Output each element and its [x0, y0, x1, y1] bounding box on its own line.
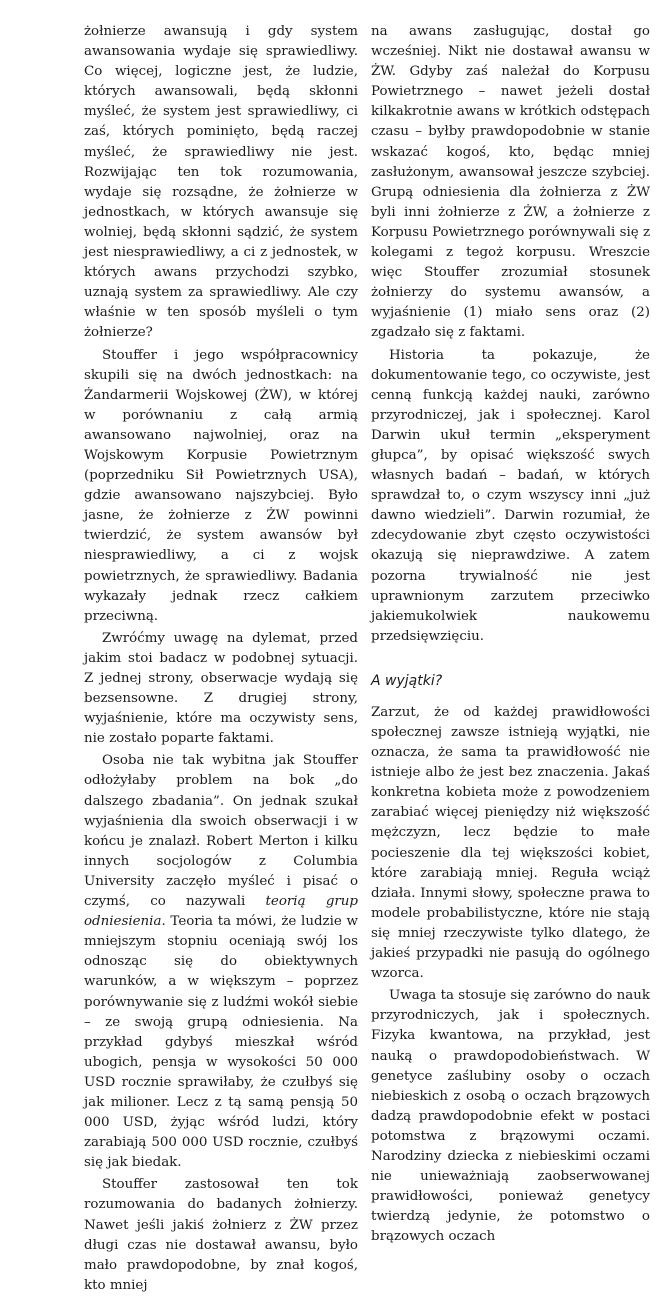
paragraph: Historia ta pokazuje, że dokumentowanie tego, co oczywiste, jest cenną funkcją każdej nauki, zarówno przyrodniczej, jak i społecznej. Karol Darwin ukuł termin „eksperyment głupca”, by opisać większość swych własnych badań – badań, w których sprawdzał to, o czym wszyscy inni „już dawno wiedzieli”. Darwin rozumiał, że zdecydowanie zbyt często oczywistości okazują się nieprawdziwe. A zatem pozorna trywialność nie jest uprawnionym zarzutem przeciwko jakiemukolwiek naukowemu przedsięwzięciu.: [371, 347, 650, 644]
paragraph: Stouffer i jego współpracownicy skupili się na dwóch jednostkach: na Żandarmerii Wojskowej (ŻW), w której w porównaniu z całą armią awansowano najwolniej, oraz na Wojskowym Korpusie Powietrznym (poprzedniku Sił Powietrznych USA), gdzie awansowano najszybciej. Było jasne, że żołnierze z ŻW powinni twierdzić, że system awansów był niesprawiedliwy, a ci z wojsk powietrznych, że sprawiedliwy. Badania wykazały jednak rzecz całkiem przeciwną.: [84, 347, 358, 624]
paragraph: na awans zasługując, dostał go wcześniej. Nikt nie dostawał awansu w ŻW. Gdyby zaś należał do Korpusu Powietrznego – nawet jeżeli dostał kilkakrotnie awans w krótkich odstępach czasu – byłby prawdopodobnie w stanie wskazać kogoś, kto, będąc mniej zasłużonym, awansował jeszcze szybciej. Grupą odniesienia dla żołnierza z ŻW byli inni żołnierze z ŻW, a żołnierze z Korpusu Powietrznego porównywali się z kolegami z tegoż korpusu. Wreszcie więc Stouffer zrozumiał stosunek żołnierzy do systemu awansów, a wyjaśnienie (1) miało sens oraz (2) zgadzało się z faktami.: [371, 24, 650, 341]
paragraph-text: Osoba nie tak wybitna jak Stouffer odłożyłaby problem na bok „do dalszego zbadania”. On jednak szukał wyjaśnienia dla swoich obserwacji i w końcu je znalazł. Robert Merton i kilku innych socjologów z Columbia University zaczęło myśleć i pisać o czymś, co nazywali: [84, 753, 358, 910]
paragraph: żołnierze awansują i gdy system awansowania wydaje się sprawiedliwy. Co więcej, logiczne jest, że ludzie, których awansowali, będą skłonni myśleć, że system jest sprawiedliwy, ci zaś, których pominięto, będą raczej myśleć, że sprawiedliwy nie jest. Rozwijając ten tok rozumowania, wydaje się rozsądne, że żołnierze w jednostkach, w których awansuje się wolniej, będą skłonni sądzić, że system jest niesprawiedliwy, a ci z jednostek, w których awans przychodzi szybko, uznają system za sprawiedliwy. Ale czy właśnie w ten sposób myśleli o tym żołnierze?: [84, 24, 358, 341]
paragraph: Zarzut, że od każdej prawidłowości społecznej zawsze istnieją wyjątki, nie oznacza, że sama ta prawidłowość nie istnieje albo że jest bez znaczenia. Jakaś konkretna kobieta może z powodzeniem zarabiać więcej pieniędzy niż większość mężczyzn, lecz będzie to małe pocieszenie dla tej większości kobiet, które zarabiają mniej. Reguła wciąż działa. Innymi słowy, społeczne prawa to modele probabilistyczne, które nie stają się mniej rzeczywiste tylko dlatego, że jakieś przypadki nie pasują do ogólnego wzorca.: [371, 704, 650, 982]
emphasized-term: teorią grup odniesienia: [84, 894, 358, 930]
left-column: [84, 22, 358, 1296]
right-column: [371, 22, 650, 1247]
paragraph: Stouffer zastosował ten tok rozumowania do badanych żołnierzy. Nawet jeśli jakiś żołnierz z ŻW przez długi czas nie dostawał awansu, było mało prawdopodobne, by znał kogoś, kto mniej: [84, 1177, 358, 1293]
paragraph-text: . Teoria ta mówi, że ludzie w mniejszym stopniu oceniają swój los odnosząc się do obiektywnych warunków, a w większym – poprzez porównywanie się z ludźmi wokół siebie – ze swoją grupą odniesienia. Na przykład gdybyś mieszkał wśród ubogich, pensja w wysokości 50 000 USD rocznie sprawiłaby, że czułbyś się jak milioner. Lecz z tą samą pensją 50 000 USD, żyjąc wśród ludzi, który zarabiają 500 000 USD rocznie, czułbyś się jak biedak.: [84, 914, 358, 1171]
paragraph: [84, 751, 358, 1173]
paragraph: Zwróćmy uwagę na dylemat, przed jakim stoi badacz w podobnej sytuacji. Z jednej strony, obserwacje wydają się bezsensowne. Z drugiej strony, wyjaśnienie, które ma oczywisty sens, nie zostało poparte faktami.: [84, 630, 358, 747]
section-heading: A wyjątki?: [371, 672, 443, 689]
paragraph: Uwaga ta stosuje się zarówno do nauk przyrodniczych, jak i społecznych. Fizyka kwantowa, na przykład, jest nauką o prawdopodobieństwach. W genetyce zaślubiny osoby o oczach niebieskich z osobą o oczach brązowych dadzą prawdopodobnie efekt w postaci potomstwa z brązowymi oczami. Narodziny dziecka z niebieskimi oczami nie unieważniają zaobserwowanej prawidłowości, ponieważ genetycy twierdzą jedynie, że potomstwo o brązowych oczach: [371, 988, 650, 1245]
